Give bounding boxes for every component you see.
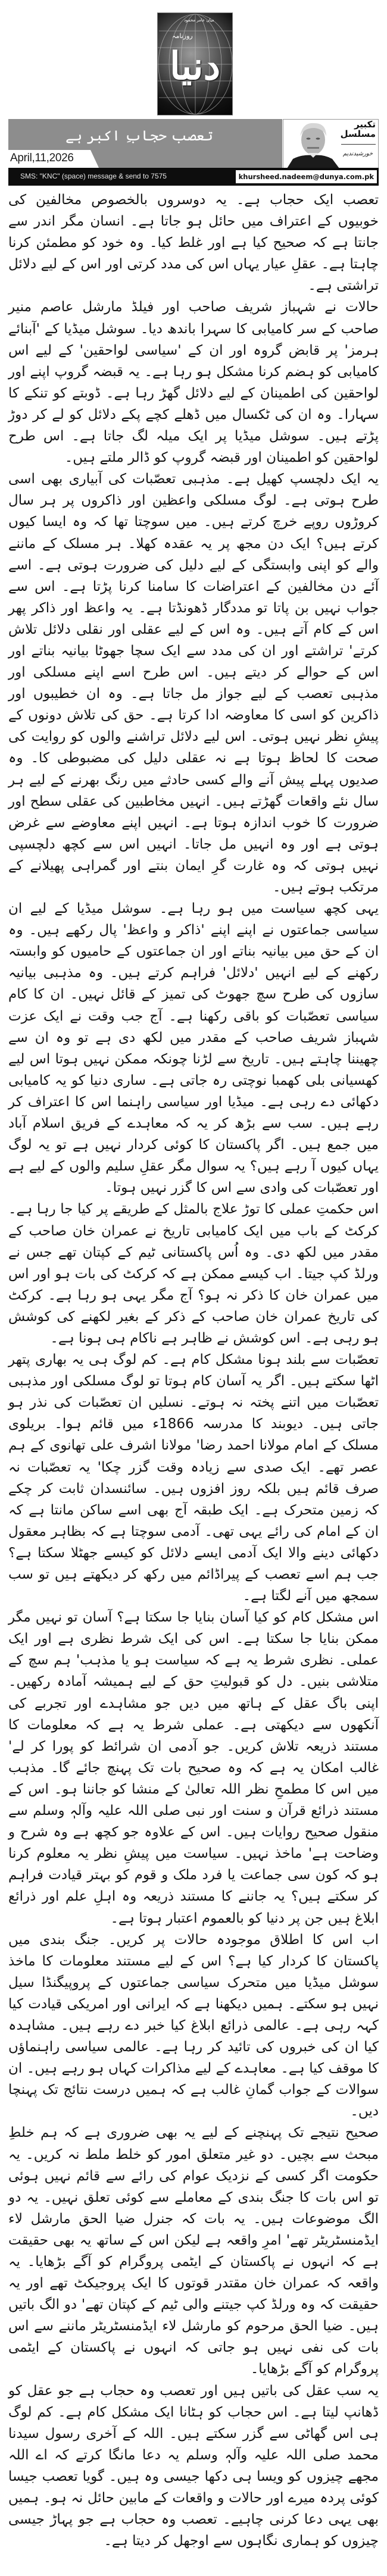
author-email-link[interactable]: khursheed.nadeem@dunya.com.pk: [236, 170, 377, 183]
article-body: [8, 189, 379, 2552]
author-name: خورشیدندیم: [342, 151, 373, 157]
article-paragraph: صحیح نتیجے تک پہنچنے کے لیے یہ بھی ضروری ہے کہ ہم خلطِ مبحث سے بچیں۔ دو غیر متعلق امور کو خلط ملط نہ کریں۔ یہ حکومت اگر کسی کے نزدیک عوام کی رائے سے قائم نہیں ہوئی تو اس بات کا جنگ بندی کے معاملے سے کوئی تعلق نہیں۔ یہ دو الگ موضوعات ہیں۔ یہ بات کہ جنرل ضیا الحق مارشل لاء ایڈمنسٹریٹر تھے' امرِ واقعہ ہے لیکن اس کے ساتھ یہ بھی حقیقت ہے کہ انہوں نے پاکستان کے ایٹمی پروگرام کو آگے بڑھایا۔ یہ واقعہ کہ عمران خان مقتدر قوتوں کا ایک پروجیکٹ تھے اور یہ حقیقت کہ وہ ورلڈ کپ جیتنے والی ٹیم کے کپتان تھے' دو الگ باتیں ہیں۔ ضیا الحق مرحوم کو مارشل لاء ایڈمنسٹریٹر ماننے سے اس بات کی نفی نہیں ہو جاتی کہ انہوں نے پاکستان کے ایٹمی پروگرام کو آگے بڑھایا۔: [8, 2125, 379, 2377]
column-name-underline: [341, 144, 376, 145]
article-paragraph: تعصّبات سے بلند ہونا مشکل کام ہے۔ کم لوگ ہی یہ بھاری پتھر اٹھا سکتے ہیں۔ اگر یہ آسان کام ہوتا تو لوگ مسلکی اور مذہبی تعصّبات میں اتنے پختہ نہ ہوتے۔ نسلیں ان تعصّبات کی نذر ہو جاتی ہیں۔ دیوبند کا مدرسہ 1866ء میں قائم ہوا۔ بریلوی مسلک کے امام مولانا احمد رضا' مولانا اشرف علی تھانوی کے ہم عصر تھے۔ ایک صدی سے زیادہ وقت گزر چکا' یہ تعصّبات نہ صرف قائم ہیں بلکہ روز افزوں ہیں۔ سائنسدان ثابت کر چکے کہ زمین متحرک ہے۔ ایک طبقہ آج بھی اسے ساکن مانتا ہے کہ ان کے امام کی رائے یہی تھی۔ آدمی سوچتا ہے کہ بظاہر معقول دکھائی دینے والا ایک آدمی ایسے دلائل کو کیسے جھٹلا سکتا ہے؟ جب ہم اسے تعصب کے پیراڈائم میں رکھ کر دیکھتے ہیں تو سب سمجھ میں آنے لگتا ہے۔: [8, 1352, 379, 1604]
logo-founder: میاں عامر محمود: [184, 18, 214, 23]
article-paragraph: یہ ایک دلچسپ کھیل ہے۔ مذہبی تعصّبات کی آبیاری بھی اسی طرح ہوتی ہے۔ لوگ مسلکی واعظین اور ذاکروں پر ہر سال کروڑوں روپے خرچ کرتے ہیں۔ میں سوچتا تھا کہ وہ ایسا کیوں کرتے ہیں؟ ایک دن مجھ پر یہ عقدہ کھلا۔ ہر مسلک کے ماننے والے کو اپنی وابستگی کے لیے دلیل کی ضرورت ہوتی ہے۔ اسے آئے دن مخالفین کے اعتراضات کا سامنا کرنا پڑتا ہے۔ اس سے جواب نہیں بن پاتا تو مددگار ڈھونڈتا ہے۔ یہ واعظ اور ذاکر پھر اس کے کام آتے ہیں۔ وہ اس کے لیے عقلی اور نقلی دلائل تلاش کرتے' تراشتے اور ان کی مدد سے ایک سچا جھوٹا بیانیہ بناتے اور اس کے حوالے کر دیتے ہیں۔ اس طرح اسے اپنے مسلکی اور مذہبی تعصب کے لیے جواز مل جاتا ہے۔ وہ ان خطیبوں اور ذاکرین کو اسی کا معاوضہ ادا کرتا ہے۔ حق کی تلاش دونوں کے پیشِ نظر نہیں ہوتی۔ اس لیے دلائل تراشنے والوں کو روایت کی صحت کا لحاظ ہوتا ہے نہ عقلی دلیل کی مضبوطی کا۔ وہ صدیوں پہلے پیش آنے والے کسی حادثے میں رنگ بھرنے کے لیے ہر سال نئے واقعات گھڑتے ہیں۔ انہیں مخاطبین کی عقلی سطح اور ضرورت کا خوب اندازہ ہوتا ہے۔ انہیں اپنے معاوضے سے غرض ہوتی ہے اور وہ انہیں مل جاتا۔ انہیں اس سے کچھ دلچسپی نہیں ہوتی کہ وہ غارت گرِ ایمان بنتے اور گمراہی پھیلانے کے مرتکب ہوتے ہیں۔: [8, 471, 379, 895]
author-portrait: [285, 120, 342, 168]
contact-bar: [8, 168, 379, 186]
publish-date: April,11,2026: [10, 152, 74, 164]
sms-instructions: SMS: "KNC" (space) message & send to 7575: [20, 172, 167, 180]
article-title: تعصب حجابِ اکبر ہے: [65, 127, 213, 144]
author-box: [283, 119, 379, 168]
article-paragraph: اب اس کا اطلاق موجودہ حالات پر کریں۔ جنگ بندی میں پاکستان کا کردار کیا ہے؟ اس کے لیے مستند معلومات کا ماخذ سوشل میڈیا میں متحرک سیاسی جماعتوں کے پروپیگنڈا سیل نہیں ہو سکتے۔ ہمیں دیکھنا ہے کہ ایرانی اور امریکی قیادت کیا کہہ رہی ہے۔ عالمی ذرائع ابلاغ کیا خبر دے رہے ہیں۔ مشاہدہ کیا ان کی خبروں کی تائید کر رہا ہے۔ عالمی سیاسی راہنماؤں کا موقف کیا ہے۔ معاہدے کے لیے مذاکرات کہاں ہو رہے ہیں۔ ان سوالات کے جواب گمانِ غالب ہے کہ ہمیں درست نتائج تک پہنچا دیں۔: [8, 1932, 379, 2120]
article-paragraph: یہی کچھ سیاست میں ہو رہا ہے۔ سوشل میڈیا کے لیے ان سیاسی جماعتوں نے اپنے اپنے 'ذاکر و واعظ' پال رکھے ہیں۔ وہ ان کے حق میں بیانیہ بناتے اور ان جماعتوں کے حامیوں کو وابستہ رکھنے کے لیے انہیں 'دلائل' فراہم کرتے ہیں۔ وہ مذہبی بیانیہ سازوں کی طرح سچ جھوٹ کی تمیز کے قائل نہیں۔ ان کا کام سیاسی تعصّبات کو باقی رکھنا ہے۔ آج جب وقت نے ایک عزت شہباز شریف صاحب کے مقدر میں لکھ دی ہے تو وہ ان سے چھیننا چاہتے ہیں۔ تاریخ سے لڑنا چونکہ ممکن نہیں ہوتا اس لیے کھسیانی بلی کھمبا نوچتی رہ جاتی ہے۔ ساری دنیا کو یہ کامیابی دکھائی دے رہی ہے۔ میڈیا اور سیاسی راہنما اس کا اعتراف کر رہے ہیں۔ سب سے بڑھ کر یہ کہ معاہدے کے فریق اسلام آباد میں جمع ہیں۔ اگر پاکستان کا کوئی کردار نہیں ہے تو یہ لوگ یہاں کیوں آ رہے ہیں؟ یہ سوال مگر عقلِ سلیم والوں کے لیے ہے اور تعصّبات کی وادی سے اس کا گزر نہیں ہوتا۔: [8, 901, 379, 1196]
newspaper-logo: [157, 12, 233, 115]
logo-wordmark: دنیا: [169, 44, 221, 89]
article-paragraph: اس مشکل کام کو کیا آسان بنایا جا سکتا ہے؟ آسان تو نہیں مگر ممکن بنایا جا سکتا ہے۔ اس کی ایک شرط نظری ہے اور ایک عملی۔ نظری شرط یہ ہے کہ سیاست ہو یا مذہب' ہم سچ کے متلاشی بنیں۔ دل کو قبولیتِ حق کے لیے ہمیشہ آمادہ رکھیں۔ اپنی باگ عقل کے ہاتھ میں دیں جو مشاہدے اور تجربے کی آنکھوں سے دیکھتی ہے۔ عملی شرط یہ ہے کہ معلومات کا مستند ذریعہ تلاش کریں۔ جو آدمی ان شرائط کو پورا کر لے' غالب امکان یہ ہے کہ وہ صحیح بات تک پہنچ جائے گا۔ مذہب میں اس کا مطمحِ نظر اللہ تعالیٰ کے منشا کو جاننا ہو۔ اس کے مستند ذرائع قرآن و سنت اور نبی صلی اللہ علیہ وآلہٖ وسلم سے منقول صحیح روایات ہیں۔ اس کے علاوہ جو کچھ ہے وہ شرح و وضاحت ہے' ماخذ نہیں۔ سیاست میں پیشِ نظر یہ معلوم کرنا ہو کہ کون سی جماعت یا فرد ملک و قوم کو بہتر قیادت فراہم کر سکتے ہیں؟ یہ جاننے کا مستند ذریعہ وہ اہلِ علم اور ذرائع ابلاغ ہیں جن پر دنیا کو بالعموم اعتبار ہوتا ہے۔: [8, 1610, 379, 1926]
logo-subtitle: روزنامہ: [172, 32, 193, 40]
article-paragraph: یہ سب عقل کی باتیں ہیں اور تعصب وہ حجاب ہے جو عقل کو ڈھانپ لیتا ہے۔ اس حجاب کو ہٹانا ایک مشکل کام ہے۔ کم لوگ ہی اس گھاٹی سے گزر سکتے ہیں۔ اللہ کے آخری رسول سیدنا محمد صلی اللہ علیہ وآلہٖ وسلم یہ دعا مانگا کرتے کہ اے اللہ مجھے چیزوں کو ویسا ہی دکھا جیسی وہ ہیں۔ گویا تعصب جیسا کوئی پردہ میرے اور حالات و واقعات کے مابین حائل نہ ہو۔ ہمیں بھی یہی دعا کرنی چاہیے۔ تعصب وہ حجاب ہے جو پہاڑ جیسی چیزوں کو ہماری نگاہوں سے اوجھل کر دیتا ہے۔: [8, 2383, 379, 2549]
article-paragraph: تعصب ایک حجاب ہے۔ یہ دوسروں بالخصوص مخالفین کی خوبیوں کے اعتراف میں حائل ہو جاتا ہے۔ انسان مگر اندر سے جانتا ہے کہ صحیح کیا ہے اور غلط کیا۔ وہ خود کو مطمئن کرنا چاہتا ہے۔ عقلِ عیار یہاں اس کی مدد کرتی اور اس کے لیے دلائل تراشتی ہے۔: [8, 192, 379, 294]
column-name-line1: تکبیر: [354, 119, 376, 130]
article-paragraph: اس حکمتِ عملی کا توڑ علاج بالمثل کے طریقے پر کیا جا رہا ہے۔ کرکٹ کے باب میں ایک کامیابی تاریخ نے عمران خان صاحب کے مقدر میں لکھ دی۔ وہ اُس پاکستانی ٹیم کے کپتان تھے جس نے ورلڈ کپ جیتا۔ اب کیسے ممکن ہے کہ کرکٹ کی بات ہو اور اس میں عمران خان کا ذکر نہ ہو؟ آج مگر یہی ہو رہا ہے۔ کرکٹ کی تاریخ عمران خان صاحب کے ذکر کے بغیر لکھنے کی کوشش ہو رہی ہے۔ اس کوشش نے ظاہر ہے ناکام ہی ہونا ہے۔: [8, 1201, 379, 1346]
column-banner: [8, 119, 379, 186]
column-name-line2: مسلسل: [340, 129, 376, 139]
article-paragraph: حالات نے شہباز شریف صاحب اور فیلڈ مارشل عاصم منیر صاحب کے سر کامیابی کا سہرا باندھ دیا۔ سوشل میڈیا کے 'آبنائے ہرمز' پر قابض گروہ اور ان کے 'سیاسی لواحقین' کے لیے اس کامیابی کو ہضم کرنا مشکل ہو رہا ہے۔ یہ قبضہ گروپ اپنے اور لواحقین کی اطمینان کے لیے دلائل گھڑ رہا ہے۔ ڈوبتے کو تنکے کا سہارا۔ وہ ان کی ٹکسال میں ڈھلے کچے پکے دلائل کو لے کر دوڑ پڑتے ہیں۔ سوشل میڈیا پر ایک میلہ لگ جاتا ہے۔ اس طرح لواحقین کو اطمینان اور قبضہ گروپ کو ڈالر ملتے ہیں۔: [8, 299, 379, 466]
column-name: [341, 120, 376, 139]
